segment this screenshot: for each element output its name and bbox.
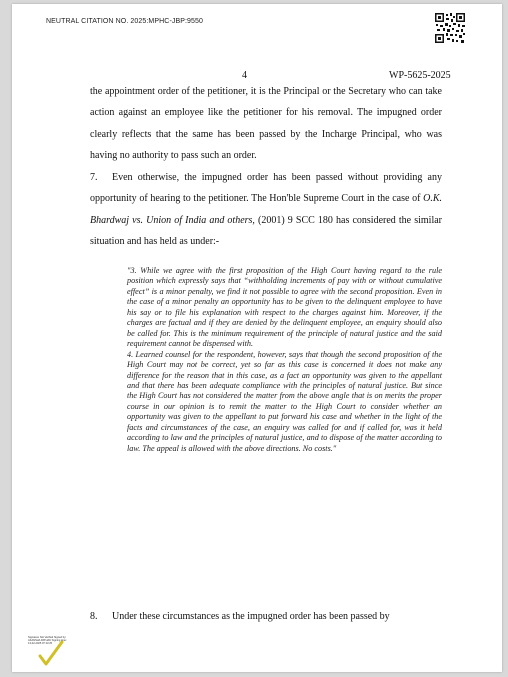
paragraph-number: 8.	[90, 611, 98, 622]
paragraph-number: 7.	[90, 172, 98, 183]
paragraph-7-text-a: Even otherwise, the impugned order has been passed without providing any opportunity of hearing to the petitioner. The Hon'ble Supreme Court in the case of	[90, 172, 442, 205]
qr-code-icon	[434, 12, 466, 44]
paragraph-continued: the appointment order of the petitioner, it is the Principal or the Secretary who can take action against an employee like the petitioner for his removal. The impugned order clearly reflects that the same has been passed by the Incharge Principal, who was having no authority to pass such an order.	[90, 86, 442, 161]
case-number: WP-5625-2025	[389, 70, 451, 81]
paragraph-7	[90, 167, 442, 252]
quote-paragraph-3: "3. While we agree with the first proposition of the High Court having regard to the rule position which expressly says that “withholding increments of pay with or without cumulative effect” is a minor penalty, we find it not possible to agree with the second proposition. Even in the case of a minor penalty an opportunity has to be given to the delinquent employee to have his say or to file his explanation with respect to the charges against him. Moreover, if the charges are factual and if they are denied by the delinquent employee, an enquiry should also be called for. This is the minimum requirement of the principle of natural justice and the said requirement cannot be dispensed with.	[127, 266, 442, 349]
paragraph-8	[90, 606, 442, 627]
case-citation-name: O.K. Bhardwaj vs. Union of India and others,	[90, 193, 442, 226]
page-number: 4	[242, 70, 247, 81]
quote-paragraph-4: 4. Learned counsel for the respondent, however, says that though the second proposition of the High Court may not be correct, yet so far as this case is concerned it does not make any difference for the reason that in this case, as a fact an opportunity was given to the appellant and that there has been adequate compliance with the principles of natural justice. But since the High Court has not considered the matter from the above angle that is on merits the proper course in our opinion is to remit the matter to the High Court to consider whether an opportunity was given to the appellant to put forward his case and whether in the light of the facts and circumstances of the case, an enquiry was called for and if called for, was it held according to law and the principles of natural justice, and to dispose of the matter according to law. The appeal is allowed with the above directions. No costs."	[127, 349, 442, 453]
document-page	[12, 4, 502, 672]
signature-block: Signature Not Verified Signed by: AKANSHA PATHAK Signing time: 13-02-2025 07:13:25	[28, 636, 67, 646]
paragraph-8-text: Under these circumstances as the impugned order has been passed by	[112, 611, 390, 622]
paragraph-7-text-b: (2001) 9 SCC 180 has considered the similar situation and has held as under:-	[90, 214, 442, 247]
block-quote	[127, 266, 442, 454]
neutral-citation: NEUTRAL CITATION NO. 2025:MPHC-JBP:9550	[46, 18, 204, 25]
